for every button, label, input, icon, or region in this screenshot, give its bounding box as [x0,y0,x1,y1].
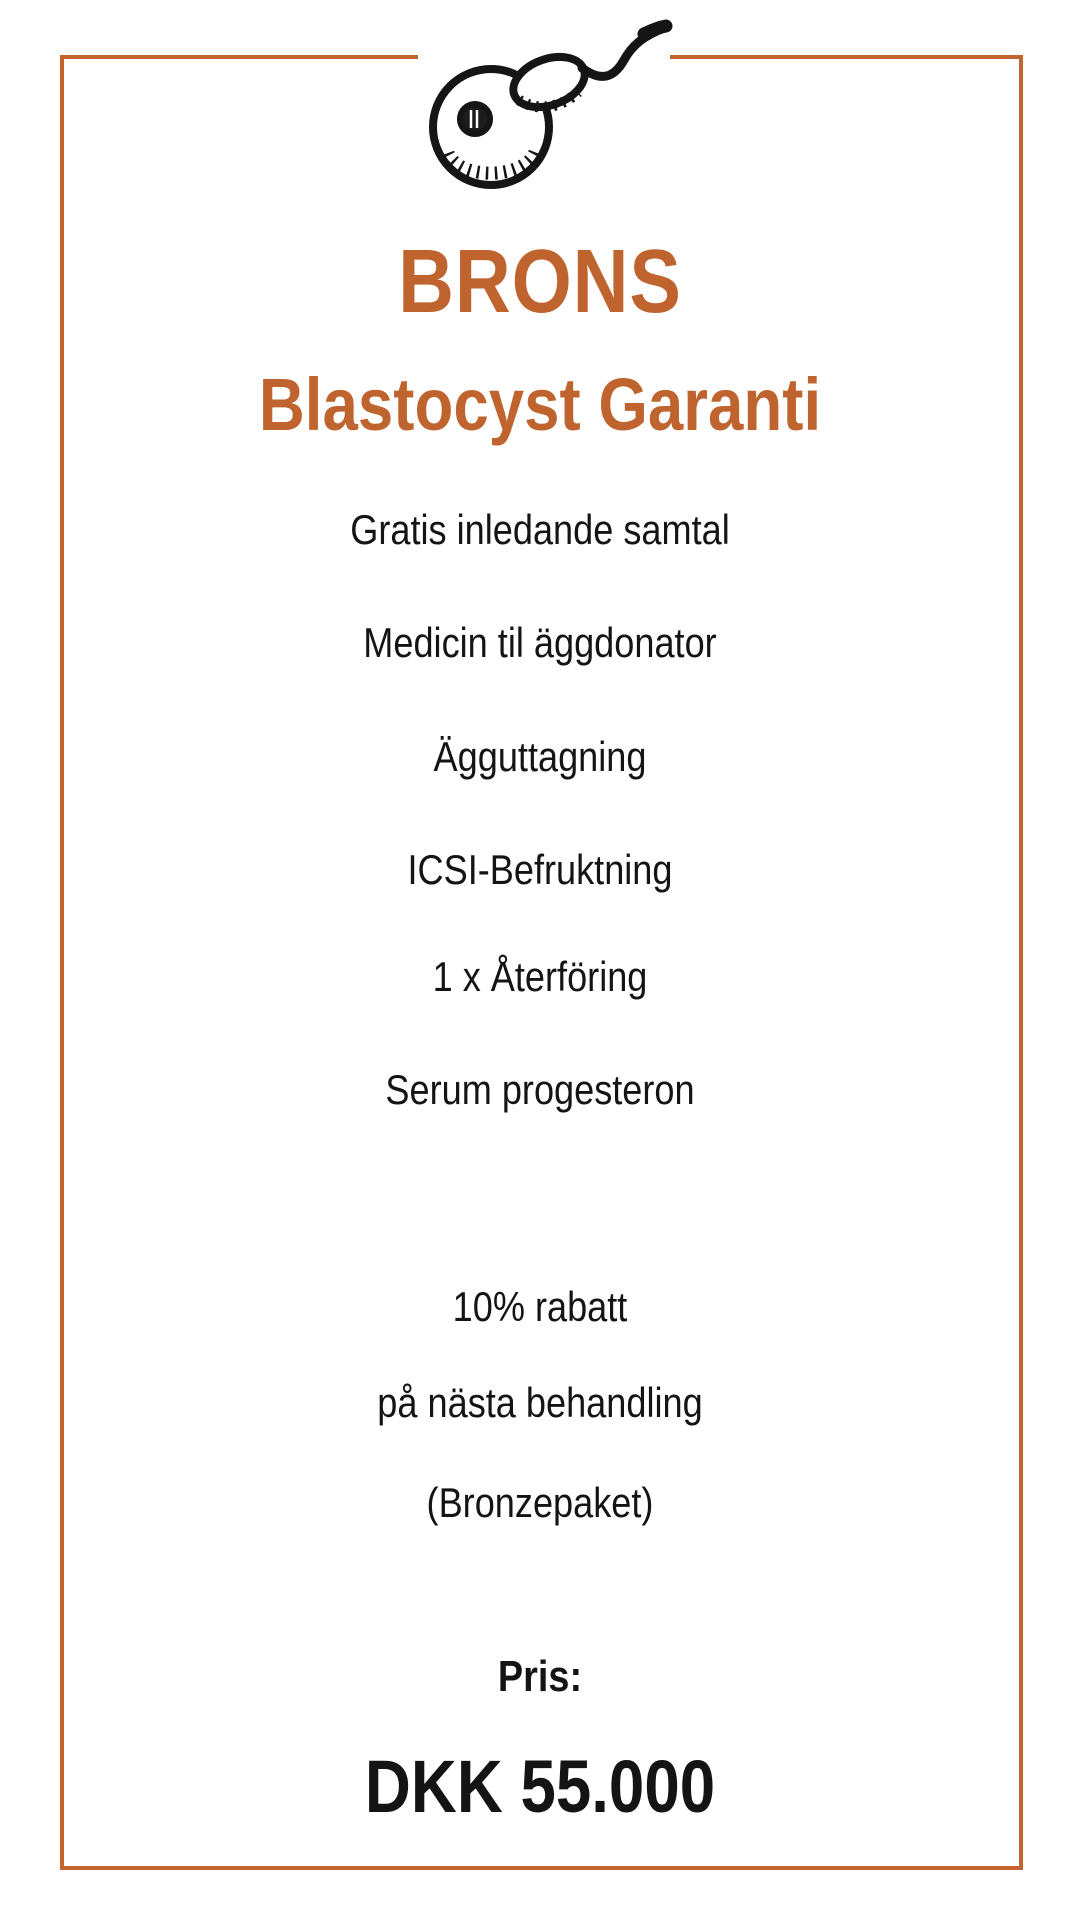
feature-item: Ägguttagning [433,733,647,780]
egg-and-sperm-icon [398,6,682,190]
feature-item: 1 x Återföring [432,953,648,1000]
discount-line: (Bronzepaket) [426,1479,654,1526]
feature-item: ICSI-Befruktning [407,846,673,893]
discount-line: på nästa behandling [377,1379,703,1426]
feature-item: Medicin til äggdonator [363,619,717,666]
discount-line: 10% rabatt [452,1283,628,1330]
price-label: Pris: [497,1652,583,1701]
price-value: DKK 55.000 [364,1745,716,1828]
feature-item: Gratis inledande samtal [350,506,730,553]
package-subtitle: Blastocyst Garanti [258,363,822,446]
package-title: BRONS [398,232,682,332]
feature-item: Serum progesteron [385,1066,695,1113]
